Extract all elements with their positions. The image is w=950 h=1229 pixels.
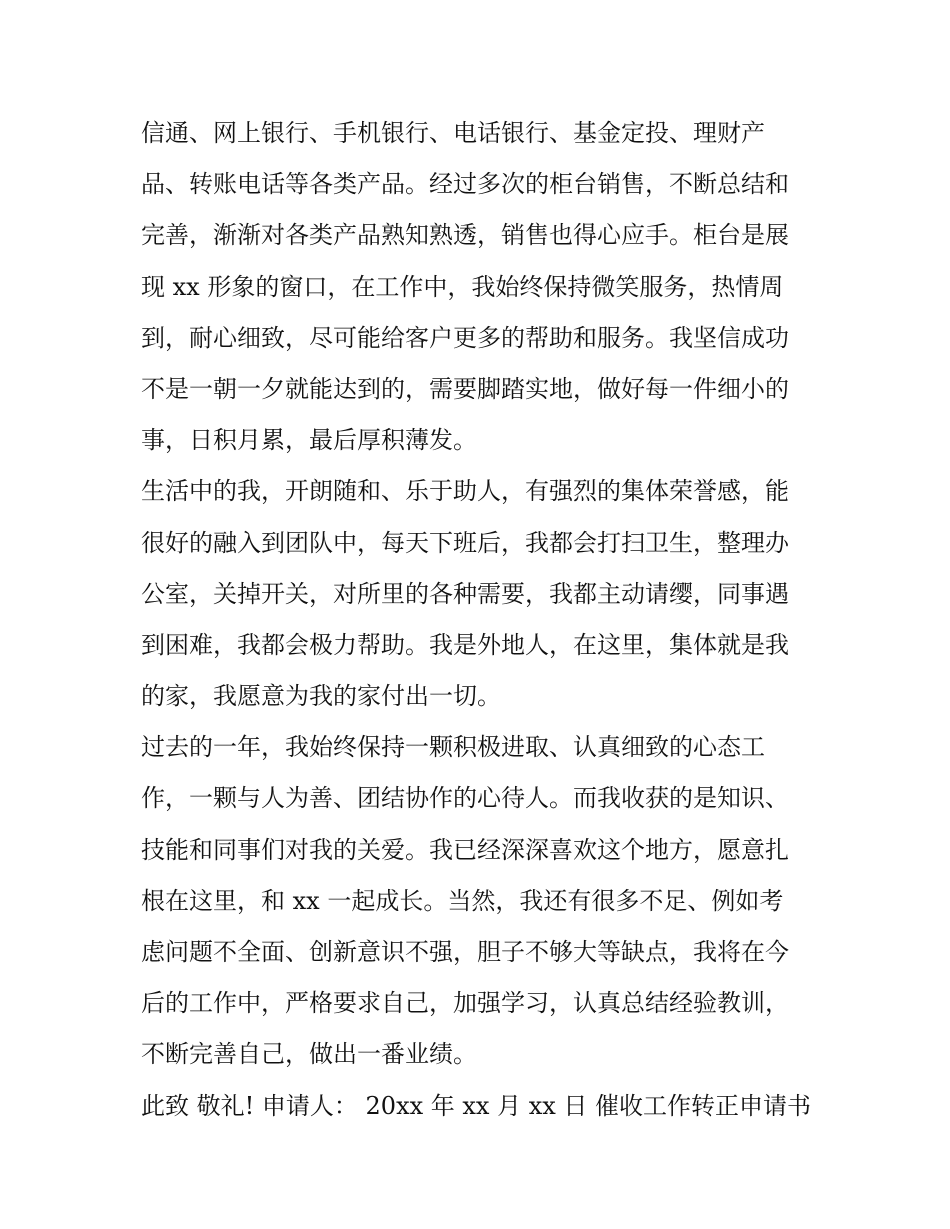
text-line: 此致 敬礼! 申请人： 20xx 年 xx 月 xx 日 催收工作转正申请书 xyxy=(141,1091,812,1120)
text-line: 完善，渐渐对各类产品熟知熟透，销售也得心应手。柜台是展 xyxy=(141,221,789,250)
text-line: 过去的一年，我始终保持一颗积极进取、认真细致的心态工 xyxy=(141,733,765,762)
text-line: 事，日积月累，最后厚积薄发。 xyxy=(141,426,477,455)
text-line: 现 xx 形象的窗口，在工作中，我始终保持微笑服务，热情周 xyxy=(141,272,784,301)
text-line: 到困难，我都会极力帮助。我是外地人，在这里，集体就是我 xyxy=(141,630,789,659)
text-line: 作，一颗与人为善、团结协作的心待人。而我收获的是知识、 xyxy=(141,784,789,813)
text-line: 不是一朝一夕就能达到的，需要脚踏实地，做好每一件细小的 xyxy=(141,374,789,403)
text-line: 虑问题不全面、创新意识不强，胆子不够大等缺点，我将在今 xyxy=(141,938,789,966)
text-line: 技能和同事们对我的关爱。我已经深深喜欢这个地方，愿意扎 xyxy=(141,835,789,864)
text-line: 根在这里，和 xx 一起成长。当然，我还有很多不足、例如考 xyxy=(141,886,784,915)
text-line: 生活中的我，开朗随和、乐于助人，有强烈的集体荣誉感，能 xyxy=(141,477,789,506)
text-line: 后的工作中，严格要求自己，加强学习，认真总结经验教训， xyxy=(141,989,789,1018)
text-line: 不断完善自己，做出一番业绩。 xyxy=(141,1040,477,1069)
text-line: 到，耐心细致，尽可能给客户更多的帮助和服务。我坚信成功 xyxy=(141,323,789,352)
text-line: 很好的融入到团队中，每天下班后，我都会打扫卫生，整理办 xyxy=(141,528,789,557)
document-body xyxy=(141,108,813,1132)
text-line: 信通、网上银行、手机银行、电话银行、基金定投、理财产 xyxy=(141,119,765,147)
text-line: 的家，我愿意为我的家付出一切。 xyxy=(141,682,501,711)
text-line: 公室，关掉开关，对所里的各种需要，我都主动请缨，同事遇 xyxy=(141,579,789,608)
text-line: 品、转账电话等各类产品。经过多次的柜台销售，不断总结和 xyxy=(141,170,789,199)
